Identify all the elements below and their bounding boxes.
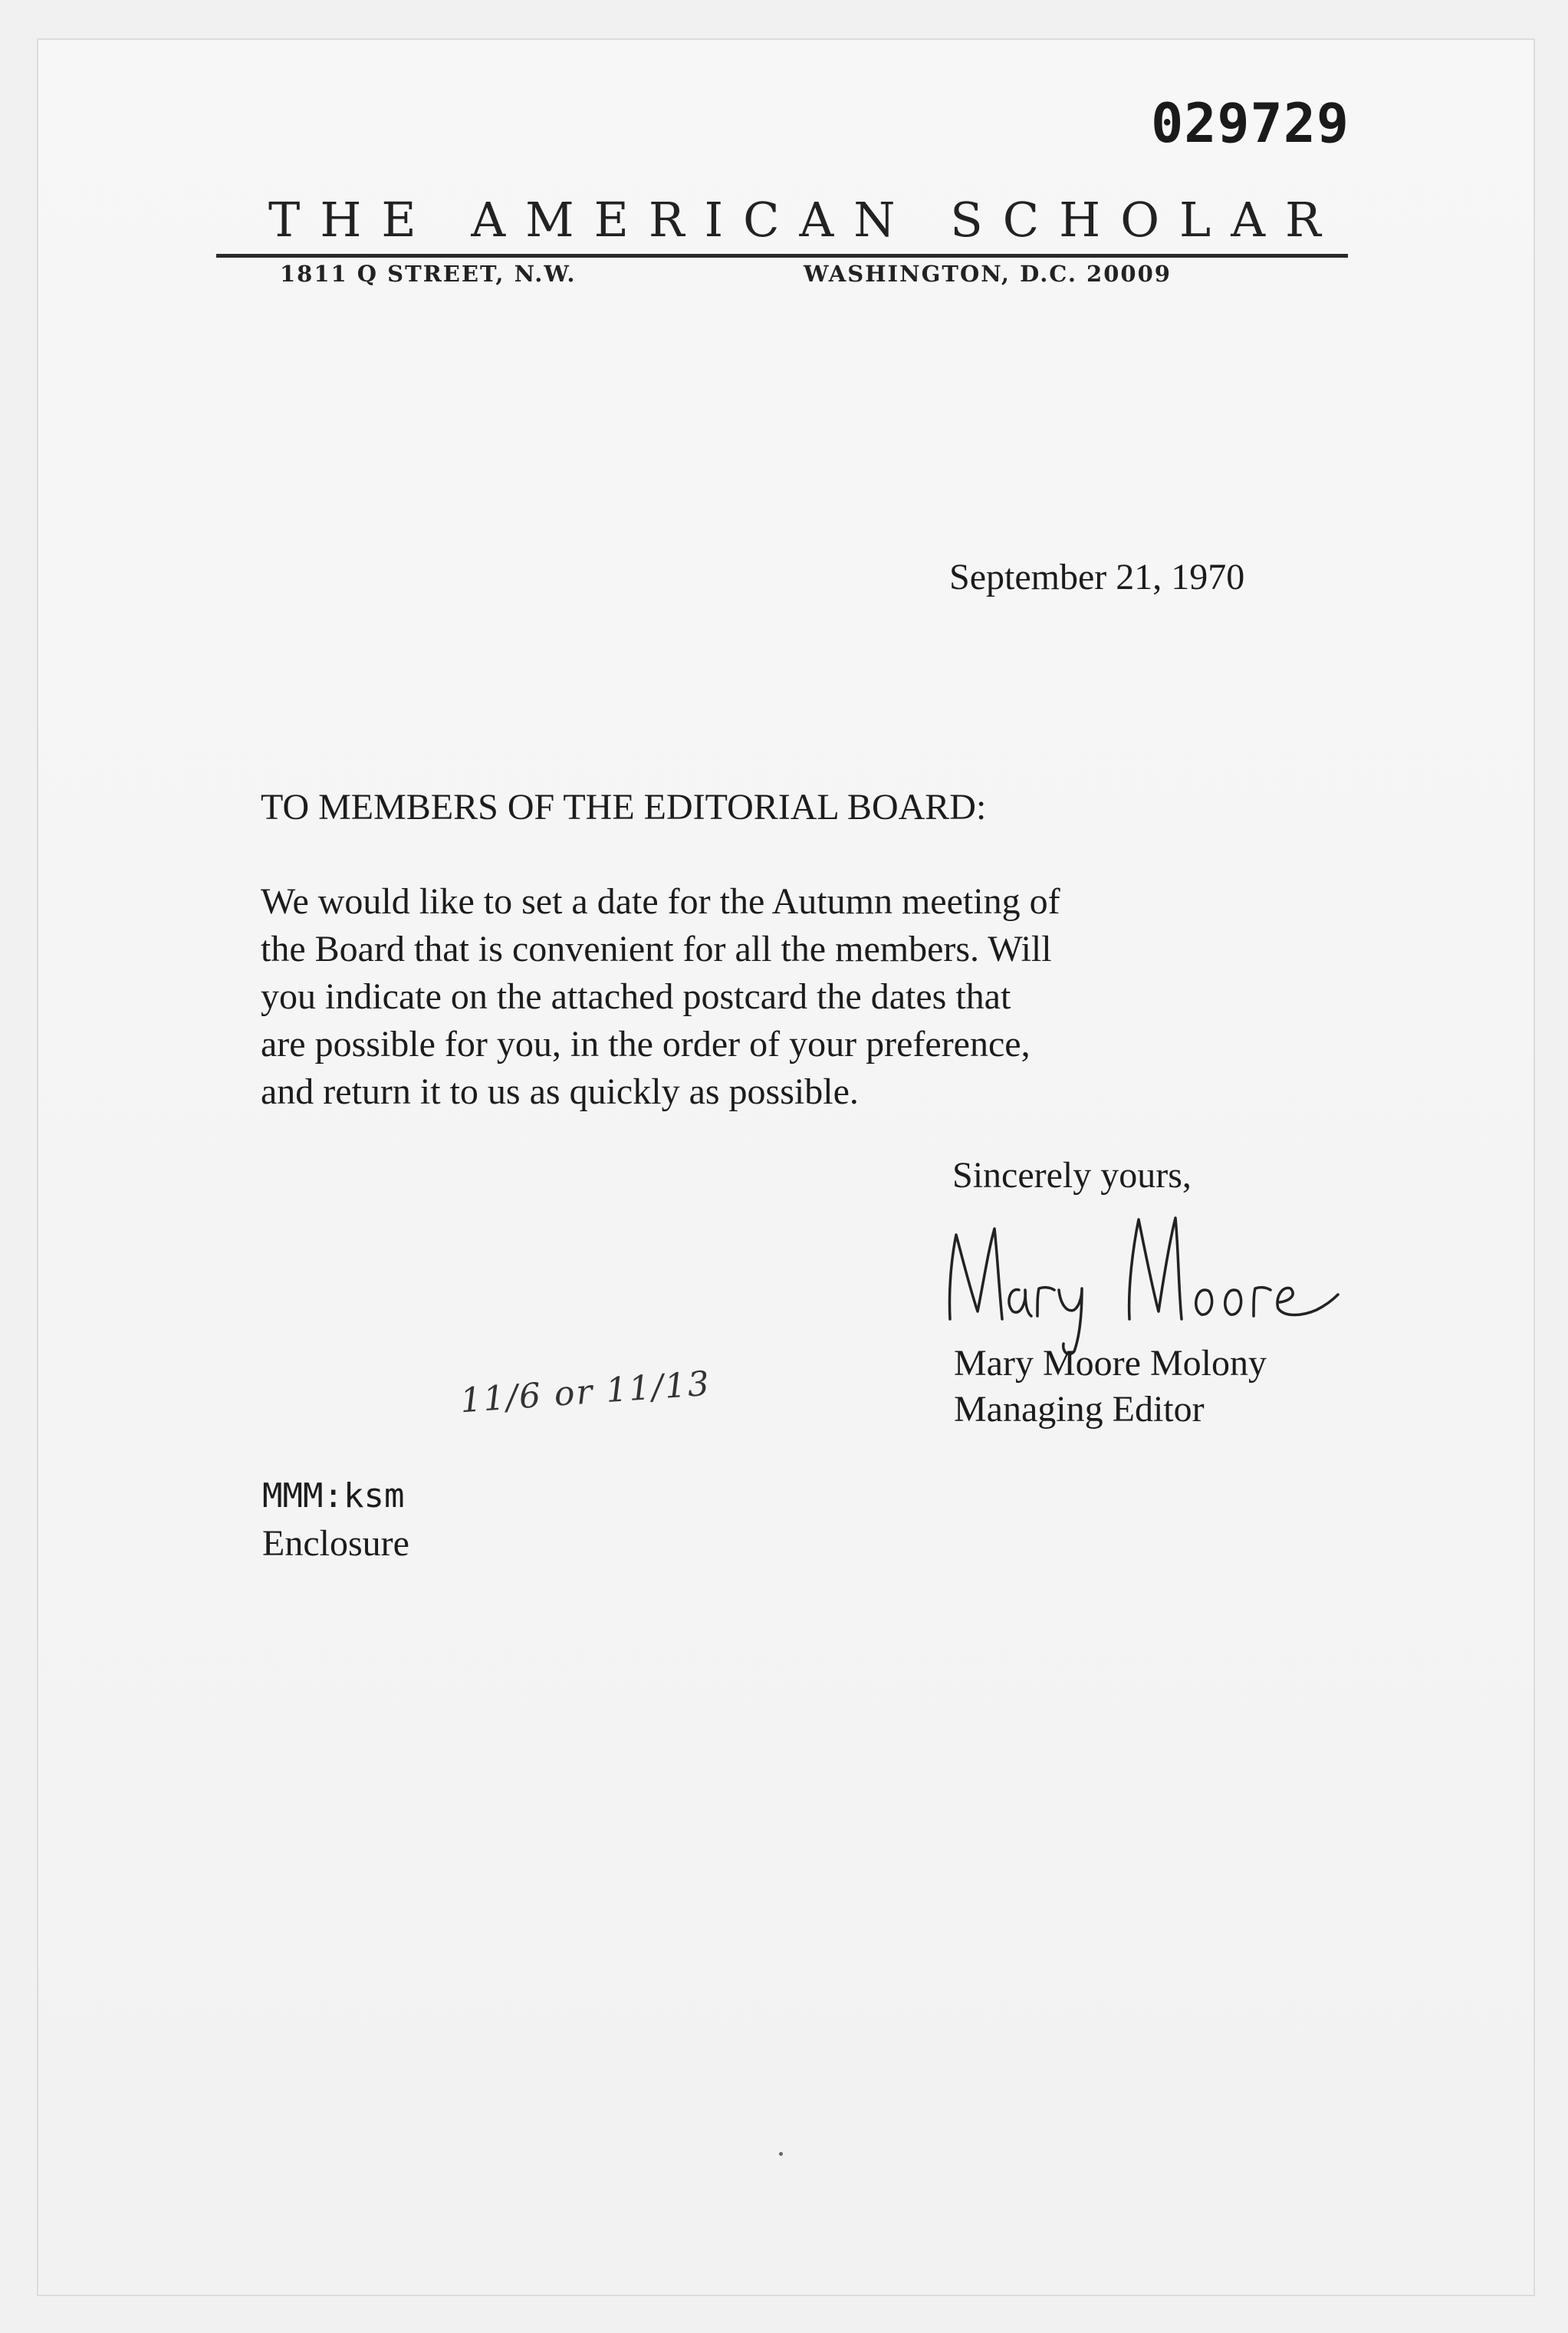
- letter-sheet: [37, 38, 1535, 2296]
- salutation: TO MEMBERS OF THE EDITORIAL BOARD:: [261, 787, 987, 828]
- body-line: and return it to us as quickly as possible.: [261, 1071, 859, 1112]
- body-line: you indicate on the attached postcard the dates that: [261, 976, 1011, 1017]
- body-paragraph: [261, 878, 1349, 1116]
- signer-name: Mary Moore Molony: [954, 1343, 1267, 1384]
- signer-title: Managing Editor: [954, 1389, 1205, 1430]
- body-line: the Board that is convenient for all the members. Will: [261, 929, 1052, 969]
- masthead-city: WASHINGTON, D.C. 20009: [804, 261, 1172, 287]
- masthead-rule: [216, 254, 1348, 258]
- masthead-title: THE AMERICAN SCHOLAR: [268, 192, 1341, 248]
- typist-initials: MMM:ksm: [262, 1476, 405, 1515]
- document-number: 029729: [1151, 92, 1349, 155]
- letter-date: September 21, 1970: [949, 557, 1245, 597]
- handwritten-note: 11/6 or 11/13: [459, 1364, 712, 1421]
- body-line: are possible for you, in the order of your preference,: [261, 1024, 1031, 1064]
- closing: Sincerely yours,: [952, 1155, 1192, 1196]
- paper-speck: [779, 2152, 783, 2156]
- body-line: We would like to set a date for the Autumn meeting of: [261, 881, 1060, 922]
- enclosure-note: Enclosure: [262, 1523, 409, 1564]
- signature-image: [939, 1204, 1353, 1357]
- masthead-address: 1811 Q STREET, N.W.: [280, 261, 577, 287]
